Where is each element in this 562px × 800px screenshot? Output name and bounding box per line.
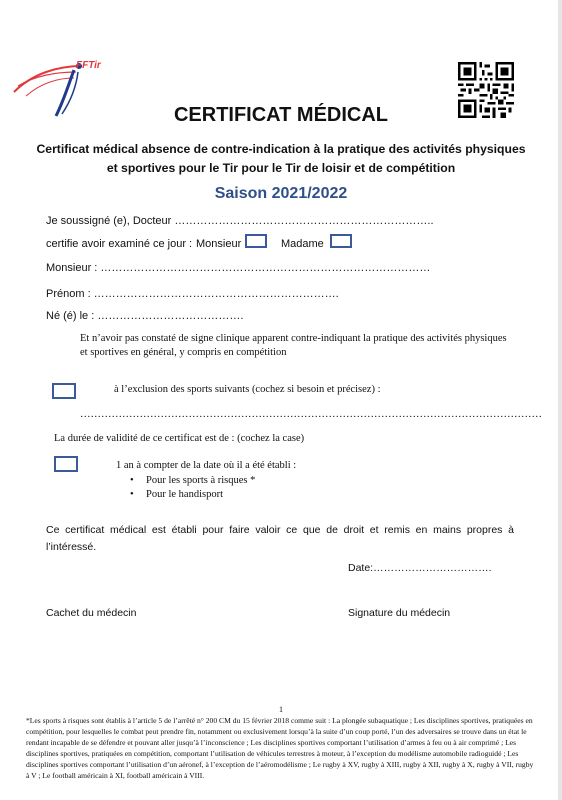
closing-statement: Ce certificat médical est établi pour faire valoir ce que de droit et remis en mains propres à l’intéressé. [46,524,514,553]
exclusion-label: à l’exclusion des sports suivants (cochez si besoin et précisez) : [114,384,381,395]
birthdate-field[interactable]: Né (é) le : …………………………………. [46,310,244,322]
risk-sports-list [128,474,255,502]
validity-label: La durée de validité de ce certificat est de : (cochez la case) [54,433,305,444]
statement-text: Et n’avoir pas constaté de signe clinique apparent contre-indiquant la pratique des activités physiques et sportives en général, y compris en compétition [80,333,507,358]
prenom-field[interactable]: Prénom : …………………………………………………………. [46,288,339,300]
page-title: CERTIFICAT MÉDICAL [173,104,389,126]
doctor-name-field[interactable]: Je soussigné (e), Docteur …………………………………………………………….. [46,215,434,227]
madame-option-label: Madame [281,238,324,250]
madame-checkbox[interactable] [330,234,352,248]
list-item: • Pour les sports à risques * [128,474,255,488]
validity-checkbox[interactable] [54,456,78,472]
date-field[interactable]: Date:……………………………. [348,562,492,574]
page-subtitle: Certificat médical absence de contre-indication à la pratique des activités physiques et sportives pour le Tir pour le Tir de loisir et de compétition [36,142,526,175]
logo-text: FFTir [76,60,101,71]
examined-label: certifie avoir examiné ce jour : [46,238,193,250]
exclusion-checkbox[interactable] [52,383,76,399]
monsieur-option-label: Monsieur [196,238,242,250]
season-label: Saison 2021/2022 [214,185,348,202]
exclusion-details-field[interactable]: …………………………………………………………………………………………………………………… [80,409,542,420]
footnote: *Les sports à risques sont établis à l’article 5 de l’arrêté n° 200 CM du 15 février 2018 comme suit : La plongée subaquatique ; Les disciplines sportives, pratiquées en compétition, pour lesquelles le combat peut prendre fin, notamment ou exclusivement lorsqu’à la suite d’un coup porté, l’un des adversaires se trouve dans un état le rendant incapable de se défendre et pouvant aller jusqu’à l’inconscience ; Les disciplines sportives comportant l’utilisation d’armes à feu ou à air comprimé ; Les disciplines sportives, pratiquées en compétition, comportant l’utilisation de véhicules terrestres à moteur, à l’exception du modélisme automobile radioguidé ; Les disciplines sportives comportant l’utilisation d’un aéronef, à l’exception de l’aéromodélisme ; Le rugby à XV, rugby à XIII, rugby à XII, rugby à X, rugby à VII, rugby à V ; Le football américain à XI, football américain à VIII. [26,716,534,780]
monsieur-checkbox[interactable] [245,234,267,248]
list-item: • Pour le handisport [128,488,255,502]
validity-option-label: 1 an à compter de la date où il a été établi : [116,460,297,471]
page-number: 1 [279,705,283,714]
monsieur-name-field[interactable]: Monsieur : ……………………………………………………………………………… [46,262,431,274]
signature-label: Signature du médecin [348,607,451,619]
stamp-label: Cachet du médecin [46,607,137,619]
